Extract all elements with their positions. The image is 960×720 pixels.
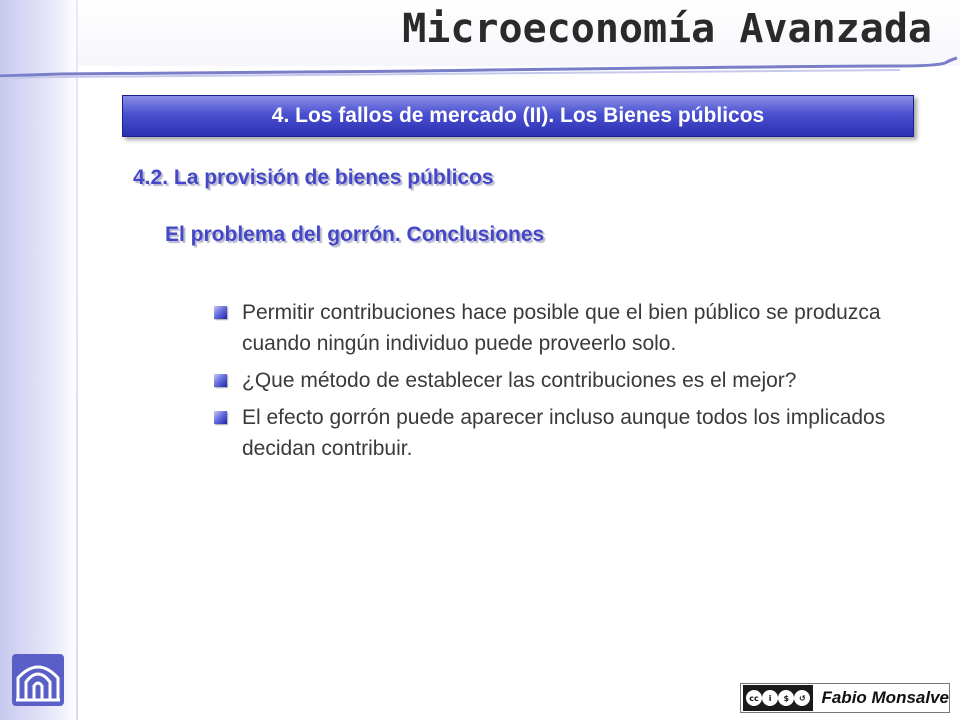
by-icon: i	[762, 690, 778, 706]
square-bullet-icon	[214, 306, 227, 319]
nc-icon: $	[778, 690, 794, 706]
left-decorative-band	[0, 0, 78, 720]
bullet-text: El efecto gorrón puede aparecer incluso aunque todos los implicados decidan contribuir.	[242, 406, 886, 460]
bullet-text: Permitir contribuciones hace posible que el bien público se produzca cuando ningún individuo puede proveerlo solo.	[242, 301, 881, 355]
square-bullet-icon	[214, 411, 227, 424]
left-band-edge	[76, 0, 78, 720]
bullet-item	[214, 297, 914, 359]
university-logo-icon	[8, 650, 68, 710]
license-attribution	[740, 683, 950, 713]
bullet-item	[214, 365, 914, 396]
course-title: Microeconomía Avanzada	[402, 6, 932, 52]
bullet-item	[214, 402, 914, 464]
cc-icon: cc	[746, 690, 762, 706]
subsubsection-heading: El problema del gorrón. Conclusiones	[165, 223, 545, 246]
subsection-heading: 4.2. La provisión de bienes públicos	[133, 166, 494, 189]
section-title: 4. Los fallos de mercado (II). Los Bienes públicos	[271, 104, 765, 127]
author-name: Fabio Monsalve	[821, 688, 949, 707]
sa-icon: ↺	[794, 690, 810, 706]
bullet-list	[214, 297, 914, 470]
section-title-bar	[122, 95, 914, 137]
header-swoosh-line	[0, 50, 960, 80]
creative-commons-by-nc-sa-icon	[743, 685, 813, 711]
square-bullet-icon	[214, 374, 227, 387]
bullet-text: ¿Que método de establecer las contribuciones es el mejor?	[242, 369, 797, 392]
